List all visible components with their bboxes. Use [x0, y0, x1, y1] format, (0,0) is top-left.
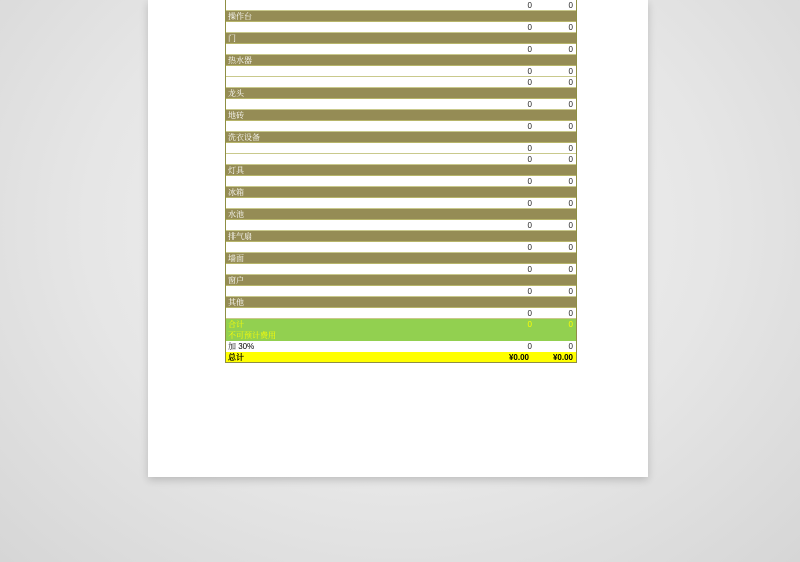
subtotal-label: 合计 — [228, 320, 244, 329]
table-row — [226, 143, 576, 154]
cell-value-2: 0 — [568, 122, 573, 131]
section-label: 水池 — [228, 210, 244, 219]
section-label: 门 — [228, 34, 236, 43]
section-header — [226, 231, 576, 242]
table-row — [226, 66, 576, 77]
cell-value-2: 0 — [568, 177, 573, 186]
cell-value-1: 0 — [527, 45, 532, 54]
section-header — [226, 110, 576, 121]
cell-value-1: 0 — [527, 177, 532, 186]
section-label: 热水器 — [228, 56, 252, 65]
cell-value-2: 0 — [568, 309, 573, 318]
cell-value-2: 0 — [568, 221, 573, 230]
cell-value-2: 0 — [568, 265, 573, 274]
grand-total-label: 总计 — [228, 353, 244, 362]
cell-value-2: 0 — [568, 67, 573, 76]
cell-value-1: 0 — [527, 287, 532, 296]
plus-percent-value-2: 0 — [568, 342, 573, 351]
section-label: 其他 — [228, 298, 244, 307]
section-header — [226, 297, 576, 308]
table-row — [226, 264, 576, 275]
table-row — [226, 77, 576, 88]
section-label: 排气扇 — [228, 232, 252, 241]
table-row — [226, 198, 576, 209]
table-row — [226, 286, 576, 297]
table-row — [226, 242, 576, 253]
section-header — [226, 253, 576, 264]
section-header — [226, 275, 576, 286]
section-label: 窗户 — [228, 276, 244, 285]
section-label: 灯具 — [228, 166, 244, 175]
table-row — [226, 176, 576, 187]
budget-table — [225, 0, 577, 363]
cell-value-1: 0 — [527, 243, 532, 252]
cell-value-1: 0 — [527, 265, 532, 274]
grand-total-value-2: ¥0.00 — [552, 353, 573, 362]
cell-value-1: 0 — [527, 78, 532, 87]
table-row — [226, 220, 576, 231]
section-header — [226, 55, 576, 66]
grand-total-row — [226, 352, 576, 363]
plus-percent-label: 加 30% — [228, 342, 255, 351]
section-label: 操作台 — [228, 12, 252, 21]
cell-value-1: 0 — [527, 155, 532, 164]
section-header — [226, 88, 576, 99]
cell-value-1: 0 — [527, 67, 532, 76]
unforeseen-label: 不可预计费用 — [228, 331, 276, 340]
cell-value-1: 0 — [527, 23, 532, 32]
section-header — [226, 209, 576, 220]
table-row — [226, 0, 576, 11]
cell-value-2: 0 — [568, 45, 573, 54]
section-header — [226, 132, 576, 143]
cell-value-1: 0 — [527, 309, 532, 318]
cell-value-2: 0 — [568, 100, 573, 109]
cell-value-2: 0 — [568, 199, 573, 208]
cell-value-2: 0 — [568, 78, 573, 87]
table-row — [226, 154, 576, 165]
table-row — [226, 308, 576, 319]
table-row — [226, 22, 576, 33]
subtotal-row — [226, 319, 576, 330]
plus-percent-value-1: 0 — [527, 342, 532, 351]
cell-value-1: 0 — [527, 1, 532, 10]
cell-value-1: 0 — [527, 221, 532, 230]
table-row — [226, 44, 576, 55]
cell-value-1: 0 — [527, 122, 532, 131]
subtotal-value-2: 0 — [568, 320, 573, 329]
unforeseen-row — [226, 330, 576, 341]
grand-total-value-1: ¥0.00 — [508, 353, 529, 362]
cell-value-2: 0 — [568, 144, 573, 153]
section-label: 地砖 — [228, 111, 244, 120]
section-label: 龙头 — [228, 89, 244, 98]
cell-value-2: 0 — [568, 23, 573, 32]
table-row — [226, 121, 576, 132]
section-label: 冰箱 — [228, 188, 244, 197]
subtotal-value-1: 0 — [527, 320, 532, 329]
section-header — [226, 33, 576, 44]
section-header — [226, 165, 576, 176]
cell-value-2: 0 — [568, 243, 573, 252]
table-row — [226, 99, 576, 110]
cell-value-2: 0 — [568, 1, 573, 10]
cell-value-2: 0 — [568, 287, 573, 296]
section-header — [226, 187, 576, 198]
cell-value-1: 0 — [527, 199, 532, 208]
plus-percent-row — [226, 341, 576, 352]
sections-container — [226, 11, 576, 319]
section-label: 洗衣设备 — [228, 133, 260, 142]
section-header — [226, 11, 576, 22]
section-label: 墙面 — [228, 254, 244, 263]
cell-value-1: 0 — [527, 144, 532, 153]
cell-value-1: 0 — [527, 100, 532, 109]
cell-value-2: 0 — [568, 155, 573, 164]
